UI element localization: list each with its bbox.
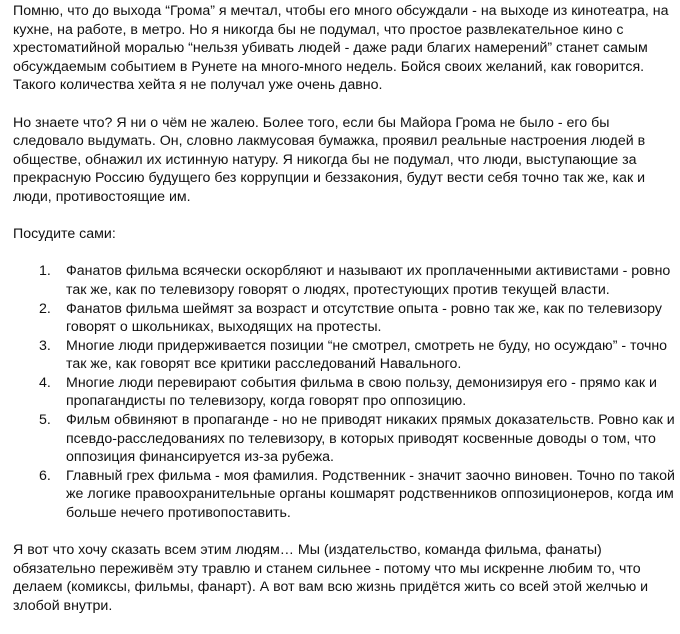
list-item-number: 3. — [39, 337, 51, 354]
list-item-number: 1. — [39, 263, 51, 280]
list-item-number: 2. — [39, 300, 51, 317]
closing-paragraph: Я вот что хочу сказать всем этим людям… Мы (издательство, команда фильма, фанаты) обязательно переживём эту травлю и станем сильнее - потому что мы искренне любим то, что делаем (комиксы, фильмы, фанарт). А вот вам всю жизнь придётся жить со всей этой желчью и злобой внутри. — [13, 542, 649, 614]
list-intro: Посудите сами: — [13, 226, 116, 243]
list-item-number: 6. — [39, 467, 51, 484]
list-item — [13, 262, 675, 299]
list-item-text: Многие люди перевирают события фильма в свою пользу, демонизируя его - прямо как и пропагандисты по телевизору, когда говорят про оппозицию. — [66, 374, 657, 410]
list-item-text: Фильм обвиняют в пропаганде - но не приводят никаких прямых доказательств. Ровно как и псевдо-расследованиях по телевизору, в которых приводят косвенные доводы о том, что оппозиция финансируется из-за рубежа. — [66, 412, 675, 466]
list-item-number: 5. — [39, 412, 51, 429]
list-item-text: Главный грех фильма - моя фамилия. Родственник - значит заочно виновен. Точно по такой же логике правоохранительные органы кошмарят родственников оппозиционеров, когда им больше нечего противопоставить. — [66, 467, 675, 522]
list-item — [13, 337, 675, 374]
list-item-text: Фанатов фильма шеймят за возраст и отсутствие опыта - ровно так же, как по телевизору говорят о школьниках, выходящих на протесты. — [66, 300, 662, 336]
intro-paragraph: Помню, что до выхода “Грома” я мечтал, чтобы его много обсуждали - на выходе из кинотеатра, на кухне, на работе, в метро. Но я никогда бы не подумал, что простое развлекательное кино с хрестоматийной моралью “нельзя убивать людей - даже ради благих намерений” станет самым обсуждаемым событием в Рунете на много-много недель. Бойся своих желаний, как говорится. Такого количества хейта я не получал уже очень давно. — [13, 3, 669, 94]
list-item — [13, 411, 675, 467]
list-item-number: 4. — [39, 374, 51, 391]
list-item — [13, 467, 675, 523]
list-item-text: Многие люди придерживается позиции “не смотрел, смотреть не буду, но осуждаю” - точно так же, как говорят все критики расследований Навального. — [66, 337, 668, 373]
list-item — [13, 374, 675, 411]
list-item — [13, 300, 675, 337]
document-body — [13, 2, 675, 634]
list-item-text: Фанатов фильма всячески оскорбляют и называют их проплаченными активистами - ровно так же, как по телевизору говорят о людях, протестующих против текущей власти. — [66, 263, 671, 298]
second-paragraph: Но знаете что? Я ни о чём не жалею. Более того, если бы Майора Грома не было - его бы следовало выдумать. Он, словно лакмусовая бумажка, проявил реальные настроения людей в обществе, обнажил их истинную натуру. Я никогда бы не подумал, что люди, выступающие за прекрасную Россию будущего без коррупции и беззакония, будут вести себя точно так же, как и люди, противостоящие им. — [13, 114, 646, 205]
numbered-list — [13, 262, 675, 522]
